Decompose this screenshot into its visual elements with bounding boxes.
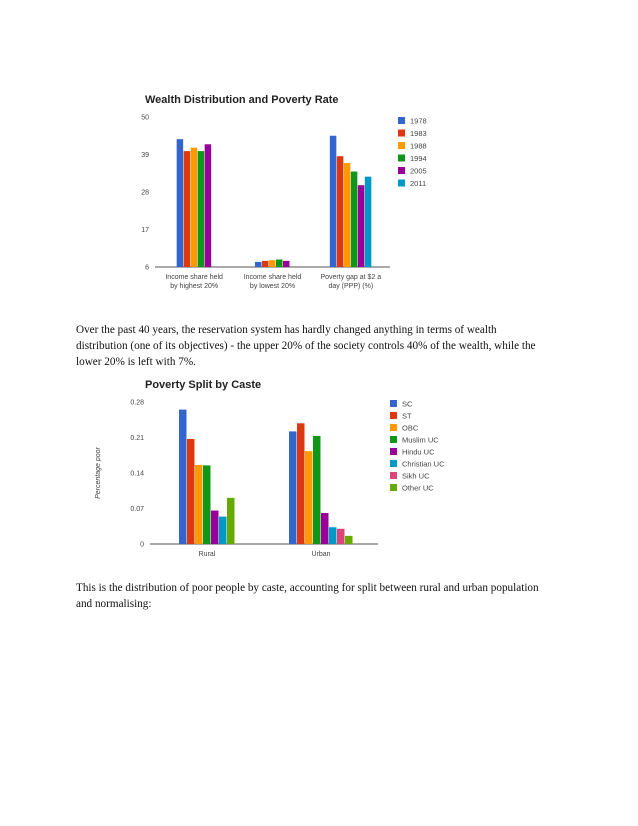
- y-axis-label: Percentage poor: [95, 447, 102, 499]
- y-tick-label: 0.21: [130, 435, 144, 442]
- bar-st: [297, 423, 305, 544]
- poverty-by-caste-chart: [90, 372, 450, 567]
- category-label: Poverty gap at $2 a: [320, 274, 382, 281]
- legend-swatch: [390, 424, 397, 431]
- bar-1988: [344, 163, 351, 267]
- category-label: by highest 20%: [170, 283, 219, 290]
- y-tick-label: 0: [140, 541, 144, 549]
- bar-hindu-uc: [211, 511, 219, 544]
- bar-1978: [177, 139, 184, 267]
- y-tick-label: 28: [141, 189, 149, 197]
- bar-2011: [365, 177, 372, 267]
- legend-label: Christian UC: [402, 459, 445, 469]
- bar-2005: [283, 261, 290, 267]
- bar-sikh-uc: [337, 529, 345, 544]
- wealth-distribution-svg: [100, 85, 440, 300]
- legend-label: 1983: [410, 129, 427, 138]
- bar-1983: [262, 261, 269, 267]
- legend-swatch: [390, 412, 397, 419]
- legend-label: 1988: [410, 141, 427, 151]
- legend-label: 2011: [410, 179, 427, 188]
- bar-obc: [195, 465, 203, 544]
- legend-swatch: [390, 448, 397, 455]
- y-tick-label: 39: [141, 152, 149, 159]
- paragraph-caste: This is the distribution of poor people by caste, accounting for split between rural and urban population and normalising:: [76, 582, 539, 610]
- bar-other-uc: [227, 498, 235, 544]
- bar-1994: [276, 260, 283, 268]
- bar-1988: [269, 260, 276, 267]
- bar-1994: [351, 172, 358, 267]
- y-tick-label: 50: [141, 114, 149, 122]
- legend-swatch: [398, 142, 405, 149]
- legend-swatch: [398, 180, 405, 187]
- bar-1978: [330, 136, 337, 267]
- bar-hindu-uc: [321, 513, 329, 544]
- category-label: day (PPP) (%): [328, 283, 374, 290]
- legend-swatch: [398, 130, 405, 137]
- bar-obc: [305, 451, 313, 544]
- paragraph-wealth: Over the past 40 years, the reservation system has hardly changed anything in terms of wealth distribution (one of its objectives) - the upper 20% of the society controls 40% of the wealth, while the lower 20% is left with 7%.: [76, 324, 536, 368]
- legend-label: SC: [402, 399, 413, 409]
- category-label: Rural: [198, 551, 216, 558]
- chart-title: Wealth Distribution and Poverty Rate: [145, 94, 339, 106]
- bar-muslim-uc: [313, 436, 321, 544]
- y-tick-label: 17: [141, 227, 149, 234]
- bar-1994: [198, 151, 205, 267]
- category-label: Income share held: [243, 274, 302, 281]
- legend-label: 1978: [410, 116, 427, 126]
- legend-swatch: [390, 460, 397, 467]
- legend-swatch: [398, 117, 405, 124]
- legend-swatch: [390, 484, 397, 491]
- y-tick-label: 6: [145, 264, 149, 272]
- bar-2005: [205, 144, 212, 267]
- bar-st: [187, 439, 195, 544]
- bar-christian-uc: [219, 517, 227, 544]
- legend-swatch: [390, 472, 397, 479]
- legend-swatch: [390, 400, 397, 407]
- bar-1988: [191, 148, 198, 267]
- bar-other-uc: [345, 536, 353, 544]
- bar-muslim-uc: [203, 465, 211, 544]
- legend-label: Hindu UC: [402, 447, 435, 457]
- y-tick-label: 0.14: [130, 470, 144, 478]
- bar-2005: [358, 185, 365, 267]
- y-tick-label: 0.28: [130, 399, 144, 407]
- y-tick-label: 0.07: [130, 506, 144, 513]
- bar-1983: [184, 151, 191, 267]
- bar-1983: [337, 156, 344, 267]
- bar-1978: [255, 262, 262, 267]
- category-label: by lowest 20%: [249, 283, 296, 290]
- bar-sc: [289, 431, 297, 544]
- legend-label: OBC: [402, 423, 419, 433]
- legend-swatch: [398, 167, 405, 174]
- chart-title: Poverty Split by Caste: [145, 379, 262, 391]
- legend-label: Other UC: [402, 483, 434, 493]
- legend-label: ST: [402, 411, 412, 421]
- legend-swatch: [398, 155, 405, 162]
- wealth-distribution-chart: [100, 85, 440, 300]
- bar-christian-uc: [329, 527, 337, 544]
- legend-label: 2005: [410, 166, 427, 176]
- poverty-by-caste-svg: [90, 372, 450, 567]
- bar-sc: [179, 410, 187, 544]
- legend-swatch: [390, 436, 397, 443]
- legend-label: 1994: [410, 154, 427, 163]
- category-label: Urban: [311, 551, 331, 558]
- category-label: Income share held: [165, 274, 223, 281]
- legend-label: Sikh UC: [402, 471, 430, 481]
- legend-label: Muslim UC: [402, 435, 439, 445]
